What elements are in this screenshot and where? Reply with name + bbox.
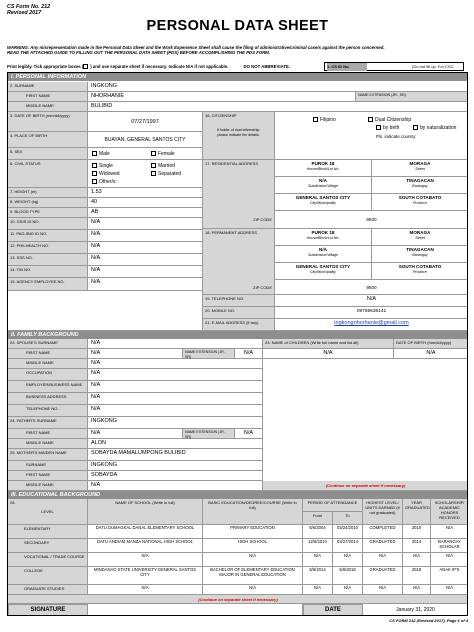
edu-from-cell[interactable]: 6/6/2014 [303,567,333,585]
children-label: 23. NAME of CHILDREN (Write full name and list all) [263,339,394,349]
perm-city: GENERAL SANTOS CITY [295,264,351,269]
edu-units-header: HIGHEST LEVEL/ UNITS EARNED (if not graduated) [363,499,403,525]
spouse-surname-field[interactable]: N/A [88,339,263,349]
pagibig-label: 11. PAG-IBIG ID NO. [8,230,88,242]
checkbox-icon [151,163,156,168]
philhealth-label: 12. PHILHEALTH NO. [8,242,88,254]
edu-units-cell[interactable]: GRADUATED [363,539,403,553]
spouse-middle-label: MIDDLE NAME [8,359,88,369]
checkbox-icon [313,117,318,122]
family-continue-note: (Continue on separate sheet if necessary) [263,481,468,491]
print-note-b: ) and use separate sheet if necessary. Indicate N/A if not applicable. [90,64,229,69]
agency-field[interactable]: N/A [88,278,203,291]
cs-id-label: 1. CS ID No. [327,63,367,71]
sex-female-option[interactable] [151,151,175,157]
country-hint: Pls. indicate country: [376,134,417,139]
spouse-ext-label: NAME EXTENSION (JR., SR) [183,349,235,359]
edu-units-cell[interactable]: GRADUATED [363,567,403,585]
filipino-label: Filipino [320,117,336,123]
citizenship-title: 16. CITIZENSHIP [205,113,237,118]
tin-field[interactable]: N/A [88,266,203,278]
date-field[interactable]: January 31, 2020 [363,604,468,616]
business-address-label: BUSINESS ADDRESS [8,393,88,405]
blood-type-label: 9. BLOOD TYPE [8,208,88,218]
mother-surname-field[interactable]: INGKONG [88,461,263,471]
perm-street-caption: Street [415,236,425,240]
edu-school-header: NAME OF SCHOOL (Write in full) [88,499,203,525]
employer-field[interactable]: N/A [88,381,263,393]
res-city: GENERAL SANTOS CITY [295,195,351,200]
email-label: 21. E-MAIL ADDRESS (if any) [203,319,275,331]
perm-zip-field[interactable]: 9500 [275,280,468,295]
edu-to-cell[interactable]: 5/6/2018 [333,567,363,585]
spouse-ext-field[interactable]: N/A [235,349,263,359]
res-subd-field[interactable] [275,177,372,194]
form-number: CS Form No. 212 [7,4,51,10]
edu-continue-note: (Continue on separate sheet if necessary) [8,595,468,604]
edu-to-cell[interactable]: 03/24/2010 [333,525,363,539]
perm-city-caption: City/Municipality [310,270,336,274]
checkbox-icon [92,163,97,168]
page-footer: CS FORM 212 (Revised 2017), Page 1 of 4 [389,618,468,623]
male-label: Male [99,151,110,157]
res-house: PUROK 18 [311,161,335,166]
checkbox-icon [413,125,418,130]
perm-prov-caption: Province [413,270,427,274]
by-nat-label: by naturalization [420,125,457,131]
edu-honors-cell[interactable]: BARANGAY SCHOLAR [431,539,468,553]
mother-middle-field[interactable]: N/A [88,481,263,491]
civil-single-option[interactable] [92,163,113,169]
edu-level-title: LEVEL [41,509,54,514]
edu-level-header [8,499,88,525]
form-revision: Revised 2017 [7,10,42,16]
checkbox-icon [92,151,97,156]
edu-from-header: From [303,512,333,525]
perm-subd-caption: Subdivision/Village [307,253,339,257]
checkbox-icon [92,171,97,176]
pds-page [7,4,468,626]
section-personal: I. PERSONAL INFORMATION [8,73,467,81]
edu-level-cell: VOCATIONAL / TRADE COURSE [8,553,88,567]
edu-level-cell: GRADUATE STUDIES [8,585,88,595]
height-label: 7. HEIGHT (m) [8,188,88,198]
checkbox-icon [92,179,97,184]
pagibig-field[interactable]: N/A [88,230,203,242]
edu-honors-header: SCHOLARSHIP/ ACADEMIC HONORS RECEIVED [431,499,468,525]
sss-label: 13. SSS NO. [8,254,88,266]
res-zip-label: ZIP CODE [203,211,275,229]
signature-label: SIGNATURE [8,604,88,616]
surname-label: 2. SURNAME [8,82,88,92]
surname-field[interactable]: INGKONG [88,82,468,92]
gsis-field[interactable]: N/A [88,218,203,230]
res-brgy-field[interactable] [372,177,468,194]
civil-separated-option[interactable] [151,171,181,177]
perm-house: PUROK 18 [311,230,335,235]
edu-school-cell[interactable]: DATU DUMAGKAL DANAL ELEMENTARY SCHOOL [88,525,203,539]
perm-house-field[interactable] [275,229,372,246]
edu-honors-cell[interactable]: N/A [431,525,468,539]
spouse-first-field[interactable]: N/A [88,349,183,359]
form-frame [7,72,468,616]
filipino-option[interactable] [313,117,336,123]
edu-level-cell: ELEMENTARY [8,525,88,539]
edu-year-header: YEAR GRADUATED [403,499,431,525]
spouse-tel-label: TELEPHONE NO. [8,405,88,417]
perm-brgy-caption: Barangay [412,253,428,257]
agency-label: 15. AGENCY EMPLOYEE NO. [8,278,88,291]
form-header [7,4,50,16]
father-middle-field[interactable]: ALON [88,439,263,449]
email-field[interactable]: ingkongnhorhanie@gmail.com [275,319,468,331]
section-education: III. EDUCATIONAL BACKGROUND [8,491,467,499]
by-birth-option[interactable] [376,125,399,131]
instruction-line: READ THE ATTACHED GUIDE TO FILLING OUT THE PERSONAL DATA SHEET (PDS) BEFORE ACCOMPLISHING THE PDS FORM. [7,50,271,56]
res-prov: SOUTH COTABATO [398,195,442,200]
citizenship-label [203,112,275,160]
edu-from-cell[interactable]: N/A [303,585,333,595]
res-subd-caption: Subdivision/Village [307,184,339,188]
res-prov-caption: Province [413,201,427,205]
edu-course-cell[interactable]: BACHELOR OF ELEMENTARY EDUCATION MAJOR IN GENERAL EDUCATION [203,567,303,585]
edu-school-cell[interactable]: DATU ANDIAM MANZA NATIONAL HIGH SCHOOL [88,539,203,553]
edu-from-cell[interactable]: 12/6/2010 [303,539,333,553]
mother-first-field[interactable]: SOBAYDA [88,471,263,481]
perm-address-label: 18. PERMANENT ADDRESS [203,229,275,295]
tin-label: 14. TIN NO. [8,266,88,278]
mother-maiden-field[interactable]: SOBAYDA MAMALUMPONG BULIBID [88,449,263,461]
warning-line: WARNING: Any misrepresentation made in the Personal Data Sheet and the Work Experience Sheet shall cause the filing of administrative/criminal case/s against the person concerned. [7,45,385,50]
print-note-a: Print legibly. Tick appropriate boxes ( [7,64,84,69]
edu-course-cell[interactable]: N/A [203,553,303,567]
employer-label: EMPLOYER/BUSINESS NAME [8,381,88,393]
res-house-caption: House/Block/Lot No. [306,167,340,171]
by-birth-label: by birth [383,125,400,131]
edu-course-cell[interactable]: PRIMARY EDUCATION [203,525,303,539]
citizenship-note-2: please indicate the details. [217,133,260,137]
checkbox-icon [376,125,381,130]
first-name-field[interactable]: NHORHANIE [88,92,356,102]
pob-field[interactable]: BUAYAN, GENERAL SANTOS CITY [88,132,203,148]
edu-num: 26. [10,500,16,505]
res-brgy-caption: Barangay [412,184,428,188]
spouse-surname-label: 22. SPOUSE'S SURNAME [8,339,88,349]
weight-label: 8. WEIGHT (kg) [8,198,88,208]
res-city-field[interactable] [275,194,372,211]
business-address-field[interactable]: N/A [88,393,263,405]
signature-field[interactable] [88,604,303,616]
philhealth-field[interactable]: N/A [88,242,203,254]
father-middle-label: MIDDLE NAME [8,439,88,449]
occupation-label: OCCUPATION [8,369,88,381]
edu-honors-cell[interactable]: N/A [431,553,468,567]
edu-course-header: BASIC EDUCATION/DEGREE/COURSE (Write in full) [203,499,303,525]
perm-prov: SOUTH COTABATO [398,264,442,269]
child-dob-field[interactable]: N/A [394,349,468,359]
perm-street: MORAGA [409,230,431,235]
res-street: MORAGA [409,161,431,166]
perm-subd-field[interactable] [275,246,372,263]
child-name-field[interactable]: N/A [263,349,394,359]
pob-label: 4. PLACE OF BIRTH [8,132,88,148]
edu-course-cell[interactable]: HIGH SCHOOL [203,539,303,553]
height-field[interactable]: 1.53 [88,188,203,198]
edu-school-cell[interactable]: N/A [88,585,203,595]
by-nat-option[interactable] [413,125,456,131]
res-subd: N/A [319,178,327,183]
edu-school-cell[interactable]: MINDANAO STATE UNIVERSITY-GENERAL SANTOS CITY [88,567,203,585]
first-name-label: FIRST NAME [8,92,88,102]
edu-from-cell[interactable]: 6/6/2004 [303,525,333,539]
civil-status-label: 6. CIVIL STATUS [8,160,88,188]
edu-year-cell[interactable]: 2018 [403,567,431,585]
mother-maiden-label: 25. MOTHER'S MAIDEN NAME [8,449,88,461]
blank-cell [8,291,203,331]
middle-name-label: MIDDLE NAME [8,102,88,112]
edu-year-cell[interactable]: N/A [403,553,431,567]
res-brgy: TINAGACAN [406,178,434,183]
father-first-field[interactable]: N/A [88,429,183,439]
checkbox-icon [151,171,156,176]
mother-surname-label: SURNAME [8,461,88,471]
res-address-label: 17. RESIDENTIAL ADDRESS [203,160,275,229]
others-label: Other/s: [99,179,117,185]
mobile-field[interactable]: 09759638141 [275,307,468,319]
res-city-caption: City/Municipality [310,201,336,205]
edu-year-cell[interactable]: 2010 [403,525,431,539]
edu-year-cell[interactable]: 2014 [403,539,431,553]
civil-married-option[interactable] [151,163,175,169]
perm-brgy: TINAGACAN [406,247,434,252]
edu-to-cell[interactable]: N/A [333,585,363,595]
res-prov-field[interactable] [372,194,468,211]
edu-units-cell[interactable]: COMPLETED [363,525,403,539]
edu-period-header: PERIOD OF ATTENDANCE [303,499,363,512]
perm-subd: N/A [319,247,327,252]
spouse-tel-field[interactable]: N/A [88,405,263,417]
married-label: Married [158,163,175,169]
res-street-caption: Street [415,167,425,171]
date-label: DATE [303,604,363,616]
page-title: PERSONAL DATA SHEET [146,18,329,34]
father-ext-label: NAME EXTENSION (JR., SR) [183,429,235,439]
dob-label: 3. DATE OF BIRTH (mm/dd/yyyy) [8,112,88,132]
edu-level-cell: COLLEGE [8,567,88,585]
edu-course-cell[interactable]: N/A [203,585,303,595]
edu-honors-cell[interactable]: ANAK IP'S [431,567,468,585]
res-house-field[interactable] [275,160,372,177]
edu-to-header: To [333,512,363,525]
no-abbrev-note: DO NOT ABBREVIATE. [243,64,291,69]
dob-field[interactable]: 07/27/1997 [88,112,203,132]
cs-id-box [324,62,464,71]
sex-label: 5. SEX [8,148,88,160]
edu-level-cell: SECONDARY [8,539,88,553]
edu-honors-cell[interactable]: N/A [431,585,468,595]
spouse-middle-field[interactable]: N/A [88,359,263,369]
tick-box-icon [83,64,88,69]
dual-option[interactable] [368,117,411,123]
edu-school-cell[interactable]: N/A [88,553,203,567]
father-first-label: FIRST NAME [8,429,88,439]
tel-field[interactable]: N/A [275,295,468,307]
citizenship-note: If holder of dual citizenship, [216,128,261,132]
sex-male-option[interactable] [92,151,110,157]
widowed-label: Widowed [99,171,120,177]
female-label: Female [158,151,175,157]
checkbox-icon [151,151,156,156]
dual-label: Dual Citizenship [375,117,412,123]
warning-text [7,45,468,56]
gsis-label: 10. GSIS ID NO. [8,218,88,230]
perm-street-field[interactable] [372,229,468,246]
perm-brgy-field[interactable] [372,246,468,263]
spouse-first-label: FIRST NAME [8,349,88,359]
sss-field[interactable]: N/A [88,254,203,266]
perm-city-field[interactable] [275,263,372,280]
mother-first-label: FIRST NAME [8,471,88,481]
single-label: Single [99,163,113,169]
edu-to-cell[interactable]: 03/27/2014 [333,539,363,553]
occupation-field[interactable]: N/A [88,369,263,381]
blood-type-field[interactable]: AB [88,208,203,218]
checkbox-icon [368,117,373,122]
edu-units-cell[interactable]: N/A [363,585,403,595]
res-street-field[interactable] [372,160,468,177]
edu-from-cell[interactable]: N/A [303,553,333,567]
res-zip-field[interactable]: 9500 [275,211,468,229]
mobile-label: 20. MOBILE NO. [203,307,275,319]
edu-year-cell[interactable]: N/A [403,585,431,595]
mother-middle-label: MIDDLE NAME [8,481,88,491]
perm-house-caption: House/Block/Lot No. [306,236,340,240]
father-surname-label: 24. FATHER'S SURNAME [8,417,88,429]
tel-label: 19. TELEPHONE NO. [203,295,275,307]
name-ext-label: NAME EXTENSION (JR., SR) [356,92,468,102]
weight-field[interactable]: 40 [88,198,203,208]
father-ext-field[interactable]: N/A [235,429,263,439]
edu-units-cell[interactable]: N/A [363,553,403,567]
section-family: II. FAMILY BACKGROUND [8,331,467,339]
perm-prov-field[interactable] [372,263,468,280]
middle-name-field[interactable]: BULIBID [88,102,468,112]
child-dob-label: DATE OF BIRTH (mm/dd/yyyy) [394,339,468,349]
edu-to-cell[interactable]: N/A [333,553,363,567]
civil-others-option[interactable] [92,179,117,185]
cs-id-note: (Do not fill up. For CSC [412,64,454,69]
perm-zip-label: ZIP CODE [203,280,275,295]
separated-label: Separated [158,171,182,177]
civil-widowed-option[interactable] [92,171,120,177]
father-surname-field[interactable]: INGKONG [88,417,263,429]
